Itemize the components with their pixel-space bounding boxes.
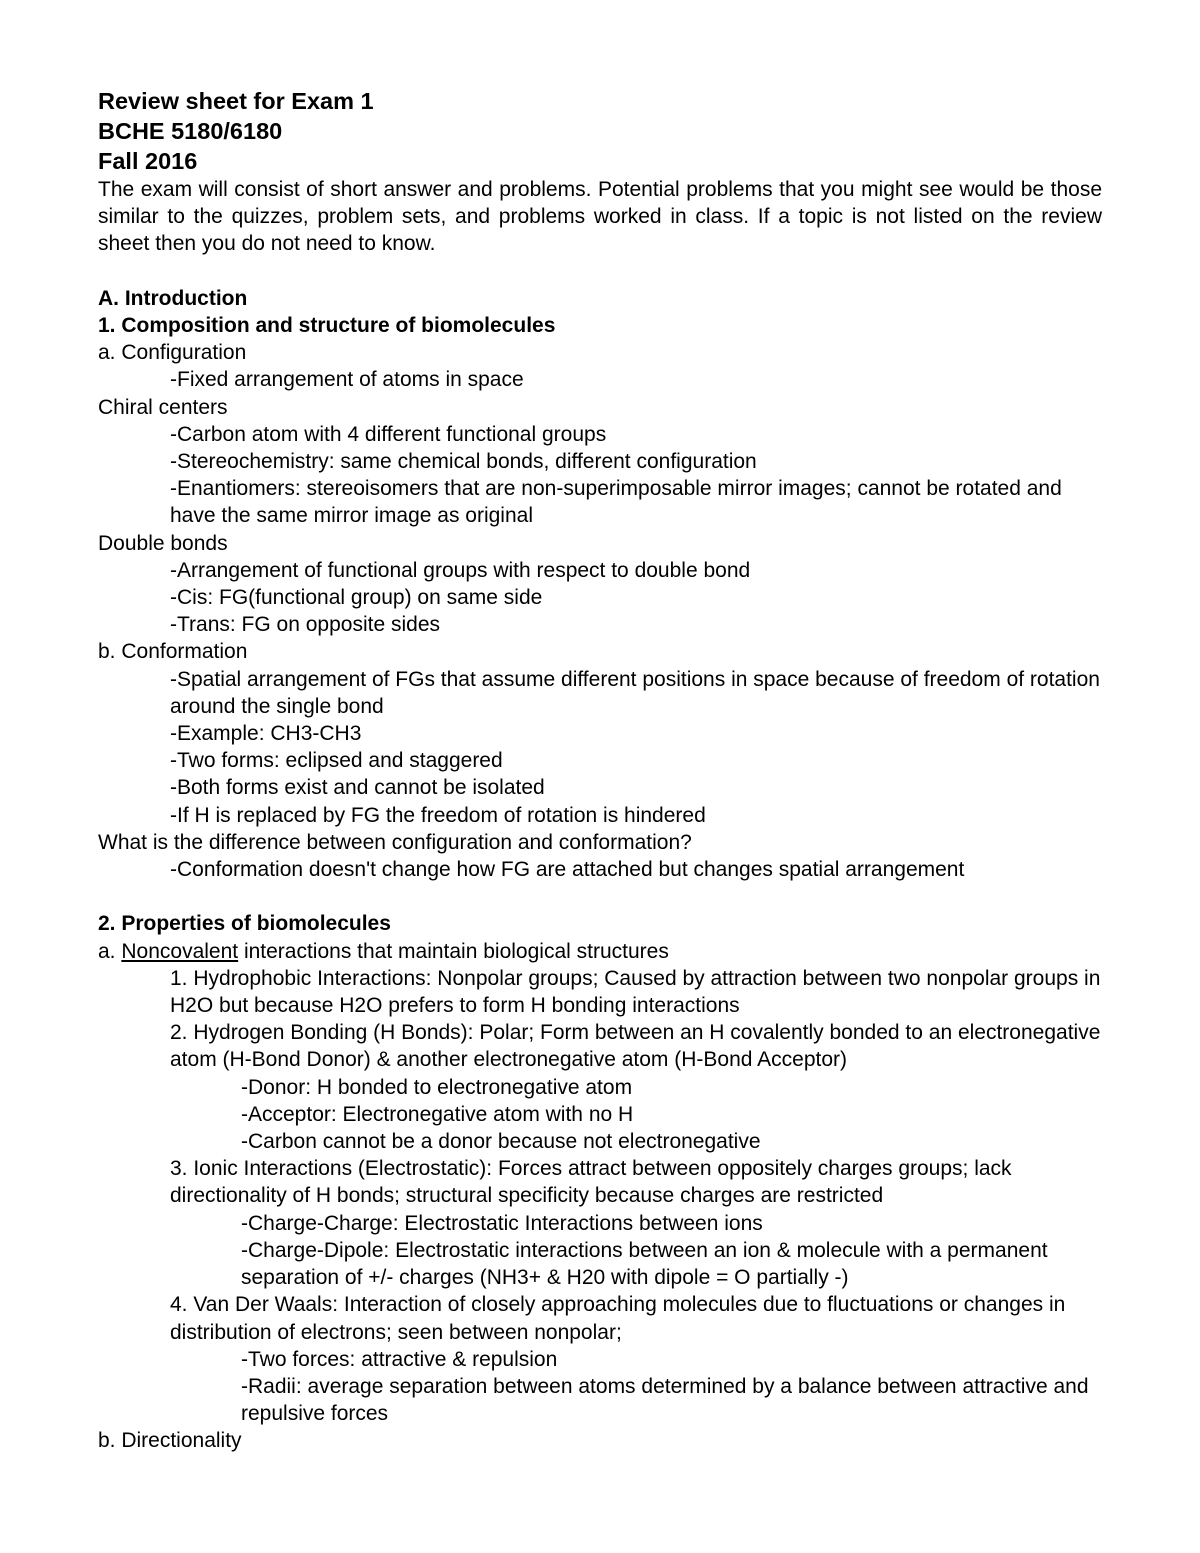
list-item: -Spatial arrangement of FGs that assume different positions in space because of freedom of rotation around the single bond — [170, 667, 1100, 718]
list-item: -Arrangement of functional groups with respect to double bond — [170, 558, 751, 582]
configuration-heading: a. Configuration — [98, 341, 247, 365]
list-item: -Both forms exist and cannot be isolated — [170, 776, 545, 800]
list-item: -If H is replaced by FG the freedom of rotation is hindered — [170, 803, 706, 827]
list-item: -Two forces: attractive & repulsion — [241, 1347, 558, 1371]
section-a-heading: A. Introduction — [98, 286, 248, 310]
list-item: -Stereochemistry: same chemical bonds, different configuration — [170, 450, 757, 474]
noncovalent-prefix: a. — [98, 939, 122, 963]
list-item: -Charge-Charge: Electrostatic Interactions between ions — [241, 1211, 763, 1235]
list-item: -Enantiomers: stereoisomers that are non-superimposable mirror images; cannot be rotated and have the same mirror image as original — [170, 477, 1062, 528]
double-bonds-heading: Double bonds — [98, 531, 228, 555]
list-item: -Donor: H bonded to electronegative atom — [241, 1075, 633, 1099]
list-item: -Radii: average separation between atoms determined by a balance between attractive and repulsive forces — [241, 1374, 1089, 1426]
spacer — [98, 258, 1102, 285]
document-title: Review sheet for Exam 1 — [98, 88, 374, 114]
hydrogen-bonding-item: 2. Hydrogen Bonding (H Bonds): Polar; Form between an H covalently bonded to an electronegative atom (H-Bond Donor) & another electronegative atom (H-Bond Acceptor) — [170, 1021, 1101, 1072]
hydrophobic-item: 1. Hydrophobic Interactions: Nonpolar groups; Caused by attraction between two nonpolar groups in H2O but because H2O prefers to form H bonding interactions — [170, 966, 1101, 1018]
course-code: BCHE 5180/6180 — [98, 118, 283, 144]
intro-paragraph: The exam will consist of short answer and problems. Potential problems that you might see would be those similar to the quizzes, problem sets, and problems worked in class. If a topic is not listed on the review sheet then you do not need to know. — [98, 178, 1102, 256]
part-1-heading: 1. Composition and structure of biomolecules — [98, 314, 556, 337]
noncovalent-underlined: Noncovalent — [121, 939, 239, 963]
directionality-heading: b. Directionality — [98, 1429, 242, 1453]
conformation-heading: b. Conformation — [98, 640, 248, 664]
term: Fall 2016 — [98, 148, 198, 174]
list-item: -Acceptor: Electronegative atom with no H — [241, 1102, 634, 1126]
list-item: -Fixed arrangement of atoms in space — [170, 368, 524, 392]
list-item: -Charge-Dipole: Electrostatic interactions between an ion & molecule with a permanent separation of +/- charges (NH3+ & H20 with dipole = O partially -) — [241, 1238, 1048, 1290]
noncovalent-suffix: interactions that maintain biological structures — [238, 939, 669, 963]
list-item: -Cis: FG(functional group) on same side — [170, 586, 543, 610]
van-der-waals-item: 4. Van Der Waals: Interaction of closely approaching molecules due to fluctuations or changes in distribution of electrons; seen between nonpolar; — [170, 1293, 1066, 1344]
ionic-item: 3. Ionic Interactions (Electrostatic): Forces attract between oppositely charges groups; lack directionality of H bonds; structural specificity because charges are restricted — [170, 1157, 1012, 1208]
list-item: -Two forms: eclipsed and staggered — [170, 749, 503, 773]
spacer — [98, 883, 1102, 910]
chiral-centers-heading: Chiral centers — [98, 395, 228, 419]
list-item: -Trans: FG on opposite sides — [170, 613, 441, 637]
part-2-heading: 2. Properties of biomolecules — [98, 912, 391, 936]
list-item: -Carbon atom with 4 different functional groups — [170, 422, 607, 446]
list-item: -Example: CH3-CH3 — [170, 722, 362, 746]
list-item: -Carbon cannot be a donor because not electronegative — [241, 1130, 761, 1154]
noncovalent-heading — [98, 938, 1102, 965]
review-question: What is the difference between configuration and conformation? — [98, 830, 692, 854]
review-answer: -Conformation doesn't change how FG are attached but changes spatial arrangement — [170, 858, 965, 882]
review-sheet-page — [98, 86, 1102, 1455]
